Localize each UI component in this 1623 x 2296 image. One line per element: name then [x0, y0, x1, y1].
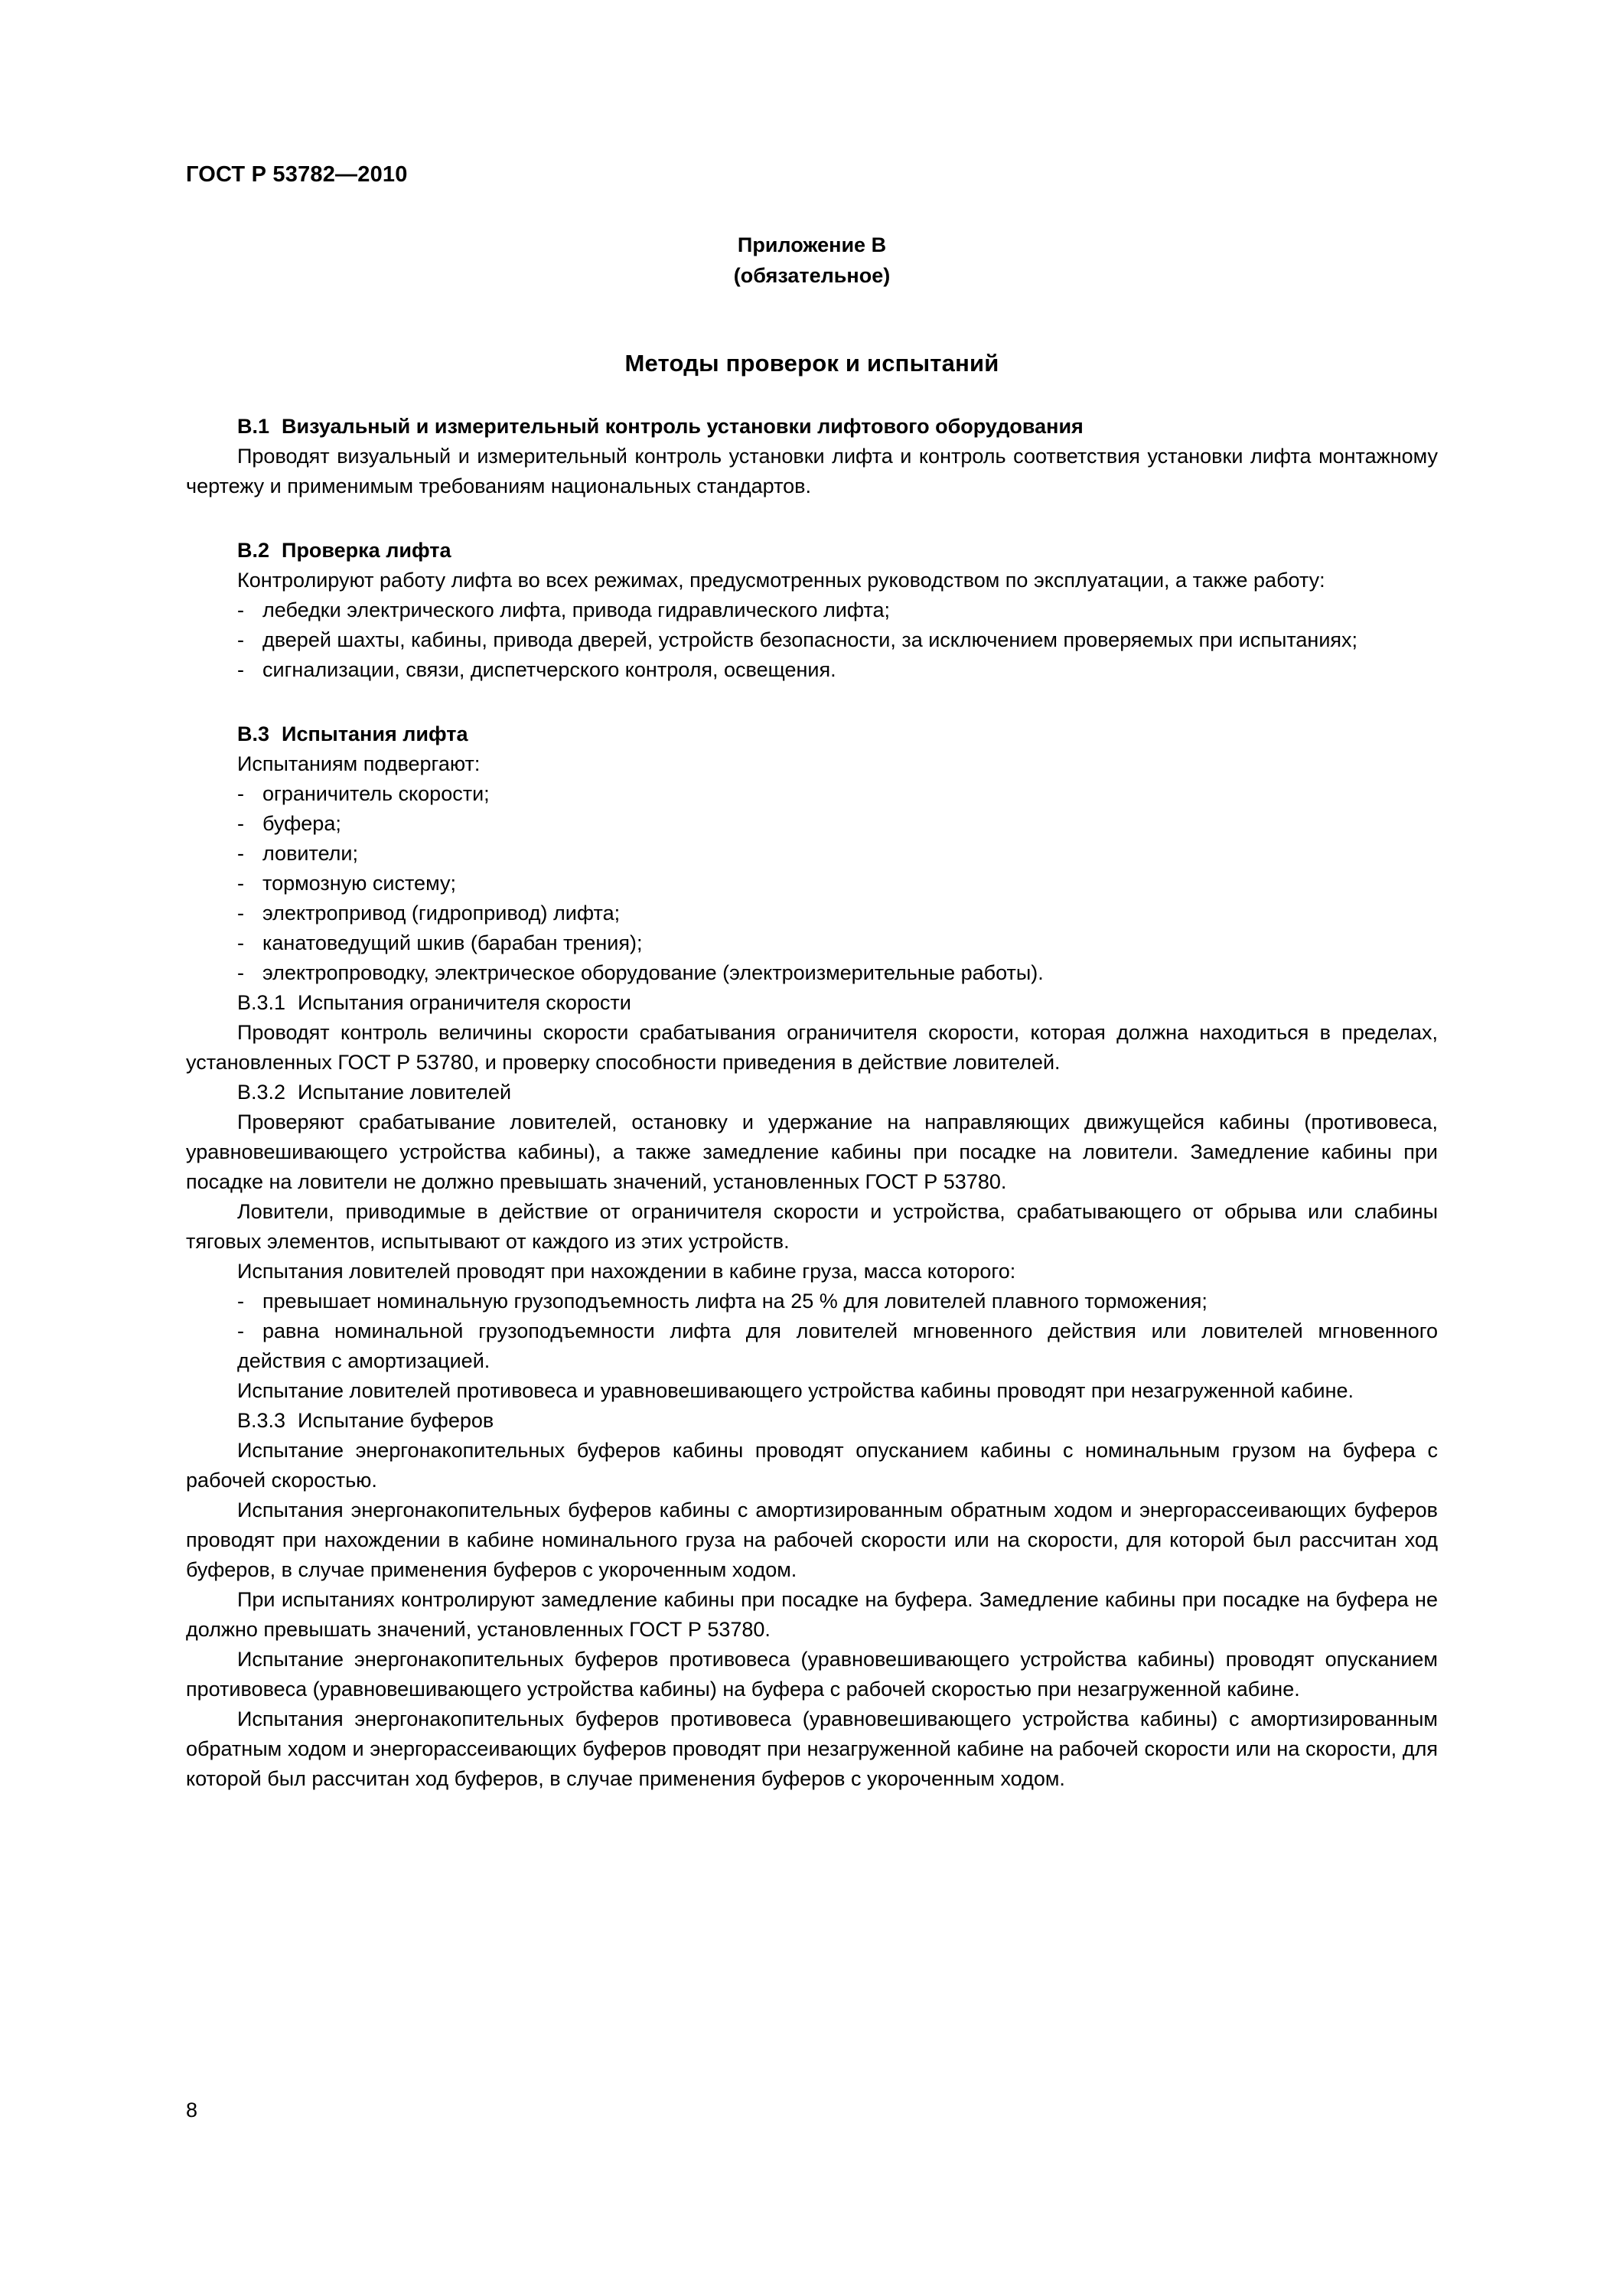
running-head: ГОСТ Р 53782—2010 [186, 162, 408, 187]
list-item [186, 655, 1438, 685]
section-number-b2: В.2 [237, 539, 270, 562]
list-item-label: канатоведущий шкив (барабан трения); [262, 931, 643, 954]
subsection-title-b31: Испытания ограничителя скорости [298, 991, 631, 1014]
list-item-label: тормозную систему; [262, 872, 456, 895]
paragraph-b2-intro: Контролируют работу лифта во всех режимах, предусмотренных руководством по эксплуатации, а также работу: [237, 569, 1325, 592]
section-heading-b2 [186, 501, 1438, 566]
list-item [186, 779, 1438, 809]
paragraph-b33-2: Испытания энергонакопительных буферов кабины с амортизированным обратным ходом и энергорассеивающих буферов проводят при нахождении в кабине номинального груза на рабочей скорости или на скорости, для которой был рассчитан ход буферов, в случае применения буферов с укороченным ходом. [186, 1499, 1438, 1581]
paragraph-b32-3: Испытания ловителей проводят при нахождении в кабине груза, масса которого: [237, 1260, 1016, 1283]
dash-icon: - [237, 961, 244, 984]
list-item [186, 595, 1438, 625]
list-item-label: превышает номинальную грузоподъемность лифта на 25 % для ловителей плавного торможения; [262, 1290, 1207, 1313]
subsection-number-b31: В.3.1 [237, 991, 286, 1014]
paragraph-b3-intro: Испытаниям подвергают: [237, 752, 481, 775]
list-item-label: ограничитель скорости; [262, 782, 490, 805]
paragraph-b32-1: Проверяют срабатывание ловителей, остановку и удержание на направляющих движущейся кабины (противовеса, уравновешивающего устройства кабины), а также замедление кабины при посадке на ловители. Замедление кабины при посадке на ловители не должно превышать значений, установленных ГОСТ Р 53780. [186, 1110, 1438, 1193]
list-b2 [186, 595, 1438, 685]
list-item-label: буфера; [262, 812, 341, 835]
section-number-b3: В.3 [237, 722, 270, 745]
section-heading-b3 [186, 685, 1438, 749]
annex-label: Приложение В [737, 233, 887, 256]
section-heading-b1 [186, 377, 1438, 442]
dash-icon: - [237, 1290, 244, 1313]
paragraph-b33-3: При испытаниях контролируют замедление кабины при посадке на буфера. Замедление кабины при посадке на буфера не должно превышать значений, установленных ГОСТ Р 53780. [186, 1588, 1438, 1641]
subsection-heading-b33 [186, 1406, 1438, 1436]
section-number-b1: В.1 [237, 415, 270, 438]
paragraph-b33-1: Испытание энергонакопительных буферов кабины проводят опусканием кабины с номинальным грузом на буфера с рабочей скоростью. [186, 1439, 1438, 1492]
annex-status: (обязательное) [733, 264, 891, 287]
section-title-b1: Визуальный и измерительный контроль установки лифтового оборудования [282, 415, 1084, 438]
list-item [186, 809, 1438, 839]
page-content [186, 230, 1438, 1794]
dash-icon: - [237, 931, 244, 954]
list-item [186, 839, 1438, 869]
list-b3 [186, 779, 1438, 988]
list-item-label: электропривод (гидропривод) лифта; [262, 902, 621, 925]
subsection-number-b33: В.3.3 [237, 1409, 286, 1432]
dash-icon: - [237, 658, 244, 681]
dash-icon: - [237, 842, 244, 865]
paragraph-b1: Проводят визуальный и измерительный контроль установки лифта и контроль соответствия установки лифта монтажному чертежу и применимым требованиям национальных стандартов. [186, 445, 1438, 497]
list-item-label: сигнализации, связи, диспетчерского контроля, освещения. [262, 658, 836, 681]
paragraph-b33-4: Испытание энергонакопительных буферов противовеса (уравновешивающего устройства кабины) проводят опусканием противовеса (уравновешивающего устройства кабины) на буфера с рабочей скоростью при незагруженной кабине. [186, 1648, 1438, 1701]
dash-icon: - [237, 782, 244, 805]
section-title-b2: Проверка лифта [282, 539, 451, 562]
dash-icon: - [237, 628, 244, 651]
list-item [186, 625, 1438, 655]
list-item [186, 899, 1438, 928]
dash-icon: - [237, 1319, 244, 1342]
paragraph-b32-2: Ловители, приводимые в действие от ограничителя скорости и устройства, срабатывающего от обрыва или слабины тяговых элементов, испытывают от каждого из этих устройств. [186, 1200, 1438, 1253]
annex-heading [186, 230, 1438, 291]
list-item-label: дверей шахты, кабины, привода дверей, устройств безопасности, за исключением проверяемых при испытаниях; [262, 628, 1358, 651]
page-title: Методы проверок и испытаний [624, 350, 999, 377]
list-item-label: равна номинальной грузоподъемности лифта для ловителей мгновенного действия или ловителей мгновенного действия с амортизацией. [237, 1319, 1438, 1372]
paragraph-b33-5: Испытания энергонакопительных буферов противовеса (уравновешивающего устройства кабины) с амортизированным обратным ходом и энергорассеивающих буферов проводят при незагруженной кабине на рабочей скорости или на скорости, для которой был рассчитан ход буферов, в случае применения буферов с укороченным ходом. [186, 1707, 1438, 1790]
list-b32 [186, 1287, 1438, 1376]
list-item [186, 1287, 1438, 1316]
page-number: 8 [186, 2099, 198, 2122]
dash-icon: - [237, 902, 244, 925]
subsection-title-b32: Испытание ловителей [298, 1081, 512, 1104]
list-item [186, 869, 1438, 899]
list-item [186, 1316, 1438, 1376]
dash-icon: - [237, 812, 244, 835]
list-item [186, 958, 1438, 988]
dash-icon: - [237, 598, 244, 621]
list-item-label: лебедки электрического лифта, привода гидравлического лифта; [262, 598, 891, 621]
subsection-heading-b31 [186, 988, 1438, 1018]
section-title-b3: Испытания лифта [282, 722, 468, 745]
subsection-title-b33: Испытание буферов [298, 1409, 494, 1432]
list-item-label: ловители; [262, 842, 359, 865]
subsection-heading-b32 [186, 1078, 1438, 1107]
list-item-label: электропроводку, электрическое оборудование (электроизмерительные работы). [262, 961, 1044, 984]
dash-icon: - [237, 872, 244, 895]
paragraph-b31: Проводят контроль величины скорости срабатывания ограничителя скорости, которая должна находиться в пределах, установленных ГОСТ Р 53780, и проверку способности приведения в действие ловителей. [186, 1021, 1438, 1074]
paragraph-b32-closing: Испытание ловителей противовеса и уравновешивающего устройства кабины проводят при незагруженной кабине. [237, 1379, 1354, 1402]
subsection-number-b32: В.3.2 [237, 1081, 286, 1104]
list-item [186, 928, 1438, 958]
